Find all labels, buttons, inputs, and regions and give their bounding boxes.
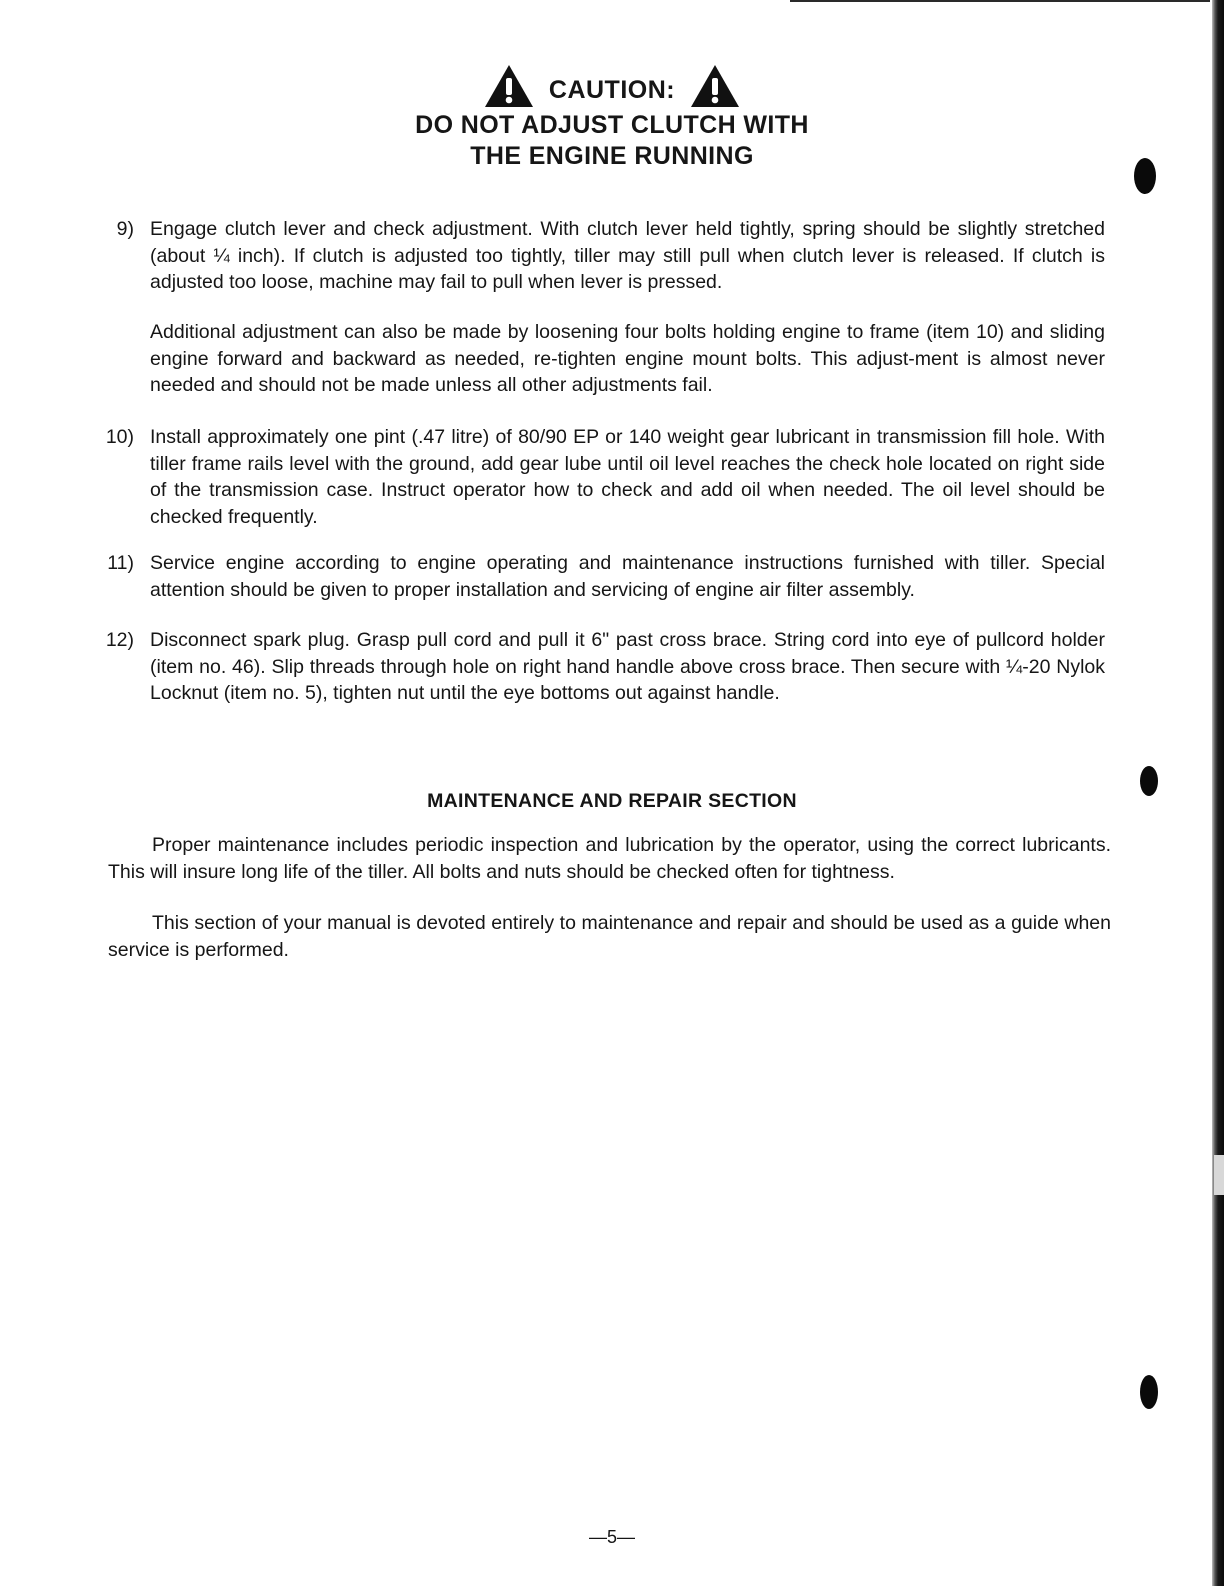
caution-heading-line2: THE ENGINE RUNNING — [470, 142, 754, 170]
caution-heading-line1: DO NOT ADJUST CLUTCH WITH — [415, 111, 809, 139]
punch-hole-bottom — [1140, 1375, 1158, 1409]
step-12 — [100, 627, 1105, 707]
step-number: 9) — [116, 218, 134, 240]
step-text: Service engine according to engine operating and maintenance instructions furnished with tiller. Special attention should be given to proper installation and servicing of engine air filter assembly. — [150, 552, 1105, 601]
scan-top-line — [790, 0, 1210, 2]
maintenance-paragraph-1: Proper maintenance includes periodic inspection and lubrication by the operator, using the correct lubricants. This will insure long life of the tiller. All bolts and nuts should be checked often for tightness. — [108, 834, 1111, 883]
caution-label: CAUTION: — [548, 75, 676, 104]
caution-block — [0, 62, 1224, 172]
step-9 — [100, 216, 1105, 296]
step-number: 12) — [105, 629, 134, 651]
warning-triangle-icon — [483, 63, 535, 109]
step-text: Install approximately one pint (.47 litre) of 80/90 EP or 140 weight gear lubricant in transmission fill hole. With tiller frame rails level with the ground, add gear lube until oil level reaches the check hole located on right side of the transmission case. Instruct operator how to check and add oil when needed. The oil level should be checked frequently. — [150, 426, 1105, 528]
section-heading: MAINTENANCE AND REPAIR SECTION — [427, 790, 797, 812]
step-number: 10) — [105, 426, 134, 448]
step-10 — [100, 424, 1105, 530]
warning-triangle-icon — [689, 63, 741, 109]
caution-line — [0, 62, 1224, 110]
step-text: Engage clutch lever and check adjustment. With clutch lever held tightly, spring should be slightly stretched (about ¼ inch). If clutch is adjusted too tightly, tiller may still pull when clutch lever is released. If clutch is adjusted too loose, machine may fail to pull when lever is pressed. — [150, 218, 1105, 293]
scan-edge-gap — [1214, 1155, 1224, 1195]
step-9-additional: Additional adjustment can also be made by loosening four bolts holding engine to frame (item 10) and sliding engine forward and backward as needed, re-tighten engine mount bolts. This adjust-ment is almost never needed and should not be made unless all other adjustments fail. — [150, 321, 1105, 396]
step-11 — [100, 550, 1105, 603]
step-number: 11) — [107, 552, 134, 574]
maintenance-paragraph-2: This section of your manual is devoted entirely to maintenance and repair and should be used as a guide when service is performed. — [108, 912, 1111, 961]
page-number: —5— — [588, 1527, 635, 1547]
step-text: Disconnect spark plug. Grasp pull cord and pull it 6" past cross brace. String cord into eye of pullcord holder (item no. 46). Slip threads through hole on right hand handle above cross brace. Then secure with ¼-20 Nylok Locknut (item no. 5), tighten nut until the eye bottoms out against handle. — [150, 629, 1105, 704]
